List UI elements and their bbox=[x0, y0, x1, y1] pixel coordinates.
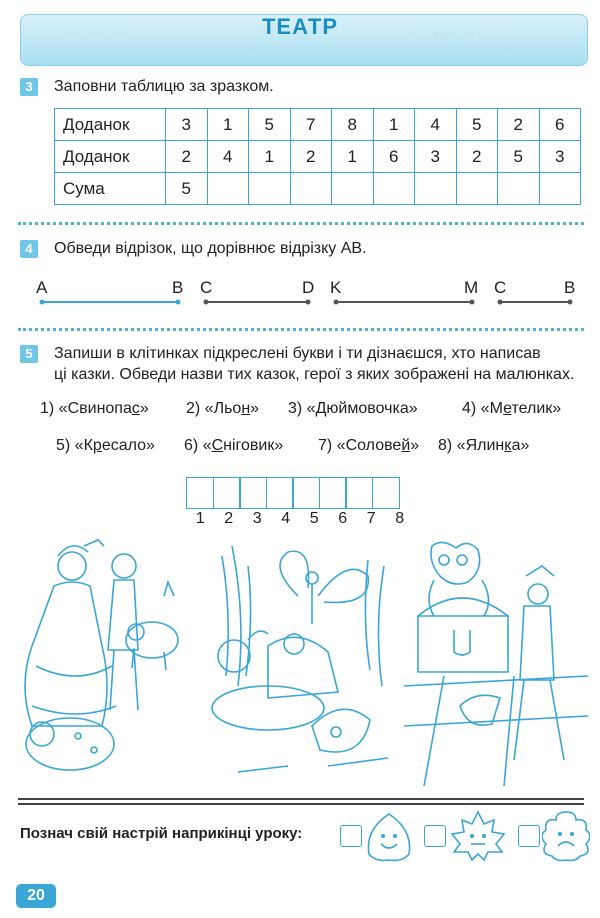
section-divider bbox=[18, 222, 584, 225]
table-cell[interactable]: 5 bbox=[166, 173, 208, 205]
tale-4[interactable]: 4) «Метелик» bbox=[462, 400, 562, 417]
table-cell: 5 bbox=[456, 109, 498, 141]
task5-text-line2: ці казки. Обведи назви тих казок, герої з яких зображені на малюнках. bbox=[54, 366, 575, 383]
task5-text-line1: Запиши в клітинках підкреслені букви і ти дізнаєшся, хто написав bbox=[54, 345, 541, 362]
task4-text: Обведи відрізок, що дорівнює відрізку АВ. bbox=[54, 240, 367, 257]
tale-5[interactable]: 5) «Кресало» bbox=[56, 437, 155, 454]
table-row bbox=[55, 109, 581, 141]
cell-number: 5 bbox=[309, 510, 319, 527]
sad-oak-leaf-icon bbox=[542, 810, 590, 864]
table-cell: 6 bbox=[539, 109, 581, 141]
table-cell[interactable] bbox=[207, 173, 249, 205]
section-divider bbox=[18, 328, 584, 331]
answer-cell[interactable] bbox=[213, 477, 241, 509]
cell-number: 1 bbox=[195, 510, 205, 527]
neutral-maple-leaf-icon bbox=[450, 810, 506, 864]
table-cell: 5 bbox=[249, 109, 291, 141]
footer-divider bbox=[18, 803, 584, 805]
segment-cd-right-label: D bbox=[302, 278, 315, 297]
mood-checkbox-sad[interactable] bbox=[518, 825, 540, 847]
segment-km-right-label: M bbox=[464, 278, 479, 297]
segment-ab[interactable] bbox=[40, 300, 181, 305]
illustration-swineherd[interactable] bbox=[14, 536, 204, 786]
table-cell: 8 bbox=[332, 109, 374, 141]
answer-cell[interactable] bbox=[186, 477, 214, 509]
cell-number: 4 bbox=[281, 510, 291, 527]
segment-cb-right-label: B bbox=[564, 278, 576, 297]
footer-divider bbox=[18, 798, 584, 800]
table-cell[interactable] bbox=[498, 173, 540, 205]
page-title: ТЕАТР bbox=[261, 14, 339, 39]
mood-checkbox-neutral[interactable] bbox=[424, 825, 446, 847]
table-cell: 1 bbox=[207, 109, 249, 141]
tale-7[interactable]: 7) «Соловей» bbox=[318, 437, 420, 454]
table-cell: 6 bbox=[373, 141, 415, 173]
table-cell: 2 bbox=[456, 141, 498, 173]
table-cell: 7 bbox=[290, 109, 332, 141]
task4-number: 4 bbox=[20, 240, 38, 258]
table-cell: 1 bbox=[373, 109, 415, 141]
table-cell: 3 bbox=[415, 141, 457, 173]
table-cell: 2 bbox=[166, 141, 208, 173]
table-cell: 4 bbox=[415, 109, 457, 141]
row-label: Доданок bbox=[55, 141, 166, 173]
task3-text: Заповни таблицю за зразком. bbox=[54, 78, 274, 95]
segment-km[interactable] bbox=[334, 300, 475, 305]
answer-cell[interactable] bbox=[239, 477, 267, 509]
segment-cb-left-label: C bbox=[494, 278, 507, 297]
tale-1[interactable]: 1) «Свинопас» bbox=[40, 400, 149, 417]
table-cell[interactable] bbox=[456, 173, 498, 205]
answer-cell[interactable] bbox=[345, 477, 373, 509]
answer-cells bbox=[186, 477, 400, 509]
page-number: 20 bbox=[16, 884, 56, 908]
tale-3[interactable]: 3) «Дюймовочка» bbox=[288, 400, 418, 417]
table-cell: 2 bbox=[290, 141, 332, 173]
answer-cell[interactable] bbox=[292, 477, 320, 509]
table-row bbox=[55, 173, 581, 205]
task5-number: 5 bbox=[20, 345, 38, 363]
header-decor-left: · · ─────── · bbox=[30, 28, 152, 44]
cell-number: 8 bbox=[395, 510, 405, 527]
table-cell: 3 bbox=[166, 109, 208, 141]
illustration-thumbelina[interactable] bbox=[208, 536, 400, 786]
answer-cell[interactable] bbox=[266, 477, 294, 509]
table-cell: 1 bbox=[332, 141, 374, 173]
segment-ab-left-label: A bbox=[36, 278, 48, 297]
table-cell[interactable] bbox=[332, 173, 374, 205]
addition-table bbox=[54, 108, 581, 205]
tale-6[interactable]: 6) «Сніговик» bbox=[184, 437, 284, 454]
row-label: Доданок bbox=[55, 109, 166, 141]
mood-prompt: Познач свій настрій наприкінці уроку: bbox=[20, 825, 303, 842]
answer-cell[interactable] bbox=[319, 477, 347, 509]
cell-number: 3 bbox=[252, 510, 262, 527]
table-cell[interactable] bbox=[415, 173, 457, 205]
segment-km-left-label: K bbox=[330, 278, 342, 297]
cell-number: 2 bbox=[224, 510, 234, 527]
segments-drawing bbox=[0, 290, 600, 310]
table-cell: 3 bbox=[539, 141, 581, 173]
table-cell[interactable] bbox=[249, 173, 291, 205]
header-decor-right: · ТЕАТР · bbox=[410, 28, 490, 44]
cell-number: 7 bbox=[366, 510, 376, 527]
segment-cd[interactable] bbox=[204, 300, 311, 305]
table-cell: 1 bbox=[249, 141, 291, 173]
answer-cell[interactable] bbox=[372, 477, 400, 509]
table-cell: 4 bbox=[207, 141, 249, 173]
table-cell[interactable] bbox=[373, 173, 415, 205]
row-label: Сума bbox=[55, 173, 166, 205]
table-cell[interactable] bbox=[290, 173, 332, 205]
table-cell: 5 bbox=[498, 141, 540, 173]
table-cell: 2 bbox=[498, 109, 540, 141]
table-cell[interactable] bbox=[539, 173, 581, 205]
tale-2[interactable]: 2) «Льон» bbox=[186, 400, 260, 417]
segment-ab-right-label: B bbox=[172, 278, 184, 297]
table-row bbox=[55, 141, 581, 173]
cell-number: 6 bbox=[338, 510, 348, 527]
illustration-tinderbox[interactable] bbox=[404, 536, 588, 786]
task3-number: 3 bbox=[20, 78, 38, 96]
answer-cell-numbers bbox=[186, 510, 414, 528]
tale-8[interactable]: 8) «Ялинка» bbox=[438, 437, 530, 454]
segment-cb[interactable] bbox=[498, 300, 573, 305]
segment-cd-left-label: C bbox=[200, 278, 213, 297]
mood-checkbox-happy[interactable] bbox=[340, 825, 362, 847]
happy-leaf-icon bbox=[366, 812, 412, 862]
